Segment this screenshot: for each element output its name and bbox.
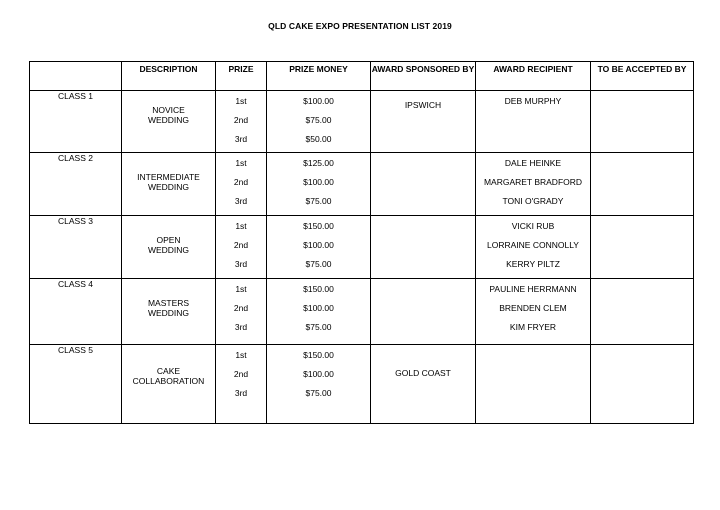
award-recipient	[476, 345, 590, 364]
prize-money-cell	[267, 153, 371, 216]
prize-money: $75.00	[305, 114, 332, 125]
description-line: INTERMEDIATE	[137, 172, 200, 182]
description-line: NOVICE	[152, 105, 185, 115]
prize-money: $75.00	[305, 258, 332, 269]
prize-money-cell	[267, 279, 371, 345]
sponsor-cell	[371, 345, 476, 424]
award-recipient: PAULINE HERRMANN	[489, 283, 577, 294]
prize-place: 1st	[235, 220, 247, 231]
table-row	[30, 153, 694, 216]
prize-place: 2nd	[233, 368, 249, 379]
prize-place: 2nd	[233, 114, 249, 125]
accepted-by-cell	[591, 279, 694, 345]
class-name: CLASS 4	[30, 279, 122, 345]
award-recipient-cell	[476, 279, 591, 345]
sponsor-name: GOLD COAST	[395, 368, 451, 378]
prize-place: 3rd	[234, 387, 248, 398]
award-recipient: MARGARET BRADFORD	[483, 176, 583, 187]
sponsor-name	[371, 153, 475, 157]
table-row	[30, 279, 694, 345]
prize-money-cell	[267, 216, 371, 279]
class-name: CLASS 5	[30, 345, 122, 424]
class-description	[122, 345, 216, 424]
prize-place-cell	[216, 279, 267, 345]
description-line: OPEN	[156, 235, 181, 245]
accepted-by-cell	[591, 345, 694, 424]
prize-money: $100.00	[303, 368, 334, 379]
award-recipient: DEB MURPHY	[504, 95, 562, 106]
class-name: CLASS 1	[30, 91, 122, 153]
award-recipient	[476, 129, 590, 148]
header-sponsored-by: AWARD SPONSORED BY	[371, 62, 476, 91]
prize-money: $100.00	[303, 176, 334, 187]
prize-money: $100.00	[303, 302, 334, 313]
header-description: DESCRIPTION	[122, 62, 216, 91]
header-class	[30, 62, 122, 91]
award-recipient: KERRY PILTZ	[506, 258, 560, 269]
award-recipient: KIM FRYER	[509, 321, 557, 332]
table-row	[30, 216, 694, 279]
award-recipient: BRENDEN CLEM	[499, 302, 567, 313]
sponsor-name	[371, 216, 475, 220]
prize-place: 3rd	[234, 195, 248, 206]
header-to-be-accepted-by: TO BE ACCEPTED BY	[591, 62, 694, 91]
prize-place: 1st	[235, 157, 247, 168]
award-recipient-cell	[476, 153, 591, 216]
prize-place: 1st	[235, 95, 247, 106]
award-recipient: DALE HEINKE	[504, 157, 562, 168]
header-prize-money: PRIZE MONEY	[267, 62, 371, 91]
prize-place-cell	[216, 216, 267, 279]
prize-money: $150.00	[303, 220, 334, 231]
header-row	[30, 62, 694, 91]
accepted-by-cell	[591, 153, 694, 216]
prize-money: $150.00	[303, 283, 334, 294]
award-recipient	[476, 383, 590, 402]
prize-place-cell	[216, 91, 267, 153]
prize-money-cell	[267, 345, 371, 424]
header-prize: PRIZE	[216, 62, 267, 91]
description-line: COLLABORATION	[132, 376, 205, 386]
prize-place: 1st	[235, 283, 247, 294]
class-description	[122, 153, 216, 216]
award-recipient: VICKI RUB	[511, 220, 555, 231]
award-recipient: TONI O'GRADY	[502, 195, 564, 206]
header-award-recipient: AWARD RECIPIENT	[476, 62, 591, 91]
sponsor-name: IPSWICH	[404, 100, 442, 110]
class-description	[122, 216, 216, 279]
page-title: QLD CAKE EXPO PRESENTATION LIST 2019	[268, 21, 452, 31]
prize-place: 2nd	[233, 302, 249, 313]
sponsor-cell	[371, 91, 476, 153]
description-line: WEDDING	[147, 308, 190, 318]
prize-money: $100.00	[303, 95, 334, 106]
class-name: CLASS 3	[30, 216, 122, 279]
accepted-by-cell	[591, 216, 694, 279]
prize-place: 3rd	[234, 321, 248, 332]
prize-place-cell	[216, 345, 267, 424]
description-line: WEDDING	[147, 182, 190, 192]
prize-money: $100.00	[303, 239, 334, 250]
table-row	[30, 345, 694, 424]
sponsor-cell	[371, 153, 476, 216]
award-recipient-cell	[476, 345, 591, 424]
description-line: MASTERS	[147, 298, 190, 308]
accepted-by-cell	[591, 91, 694, 153]
prize-money: $75.00	[305, 195, 332, 206]
prize-money-cell	[267, 91, 371, 153]
class-description	[122, 91, 216, 153]
prize-money: $125.00	[303, 157, 334, 168]
table-row	[30, 91, 694, 153]
prize-place: 3rd	[234, 133, 248, 144]
prize-place: 2nd	[233, 176, 249, 187]
prize-place: 3rd	[234, 258, 248, 269]
description-line: WEDDING	[147, 245, 190, 255]
prize-money: $75.00	[305, 387, 332, 398]
award-recipient-cell	[476, 216, 591, 279]
award-recipient	[476, 110, 590, 129]
prize-money: $75.00	[305, 321, 332, 332]
award-recipient-cell	[476, 91, 591, 153]
sponsor-cell	[371, 279, 476, 345]
description-line: CAKE	[156, 366, 181, 376]
sponsor-name	[371, 279, 475, 283]
prize-place-cell	[216, 153, 267, 216]
sponsor-cell	[371, 216, 476, 279]
description-line: WEDDING	[147, 115, 190, 125]
presentation-table	[29, 61, 694, 424]
prize-money: $50.00	[305, 133, 332, 144]
prize-money: $150.00	[303, 349, 334, 360]
prize-place: 1st	[235, 349, 247, 360]
award-recipient: LORRAINE CONNOLLY	[487, 239, 579, 250]
award-recipient	[476, 364, 590, 383]
class-description	[122, 279, 216, 345]
prize-place: 2nd	[233, 239, 249, 250]
class-name: CLASS 2	[30, 153, 122, 216]
